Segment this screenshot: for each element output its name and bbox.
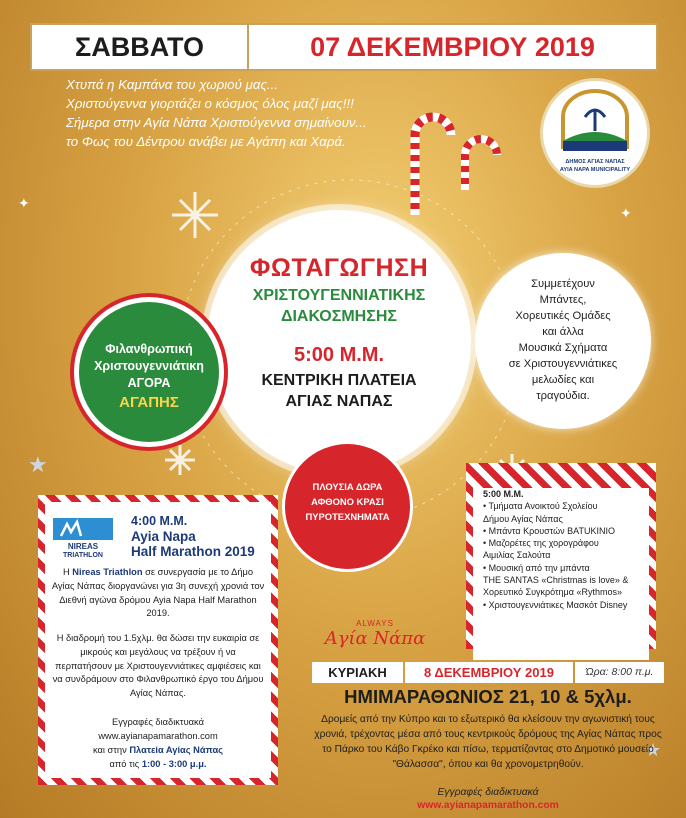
municipality-logo <box>540 78 650 188</box>
registration-label: Εγγραφές διαδικτυακά <box>437 787 539 798</box>
registration-place: και στην Πλατεία Αγίας Νάπας <box>92 745 224 755</box>
program-item: • Μπάντα Κρουστών BATUKINIO <box>483 525 615 536</box>
logo-text: ΔΗΜΟΣ ΑΓΙΑΣ ΝΑΠΑΣ <box>565 159 625 165</box>
banner-date: 07 ΔΕΚΕΜΒΡΙΟΥ 2019 <box>310 32 595 62</box>
charity-line: ΑΓΟΡΑ <box>127 376 171 390</box>
participants-line: Μπάντες, <box>539 294 587 306</box>
participants-line: Μουσικά Σχήματα <box>518 342 608 354</box>
logo-text: NIREAS <box>67 542 99 551</box>
participants-line: τραγούδια. <box>536 390 590 402</box>
registration-link[interactable]: www.ayianapamarathon.com <box>417 800 559 811</box>
charity-line: ΑΓΑΠΗΣ <box>119 394 179 411</box>
always-ayia-napa-logo <box>320 619 430 649</box>
participants-line: και άλλα <box>542 326 584 338</box>
charity-market-circle <box>79 302 219 442</box>
program-item: Αιμιλίας Σαλούτα <box>483 550 551 561</box>
program-box <box>466 463 656 649</box>
intro-line: Σήμερα στην Αγία Νάπα Χριστούγεννα σημαίνουν... <box>66 115 367 130</box>
half-marathon-title: ΗΜΙΜΑΡΑΘΩΝΙΟΣ 21, 10 & 5χλμ. <box>344 686 632 707</box>
always-text: ALWAYS <box>356 619 394 628</box>
gifts-line: ΠΥΡΟΤΕΧΝΗΜΑΤΑ <box>305 511 390 522</box>
gifts-circle <box>285 444 410 569</box>
charity-line: Φιλανθρωπική <box>105 342 193 356</box>
half-marathon-time: 4:00 Μ.Μ. <box>131 514 188 528</box>
program-item: • Μαζορέτες της χορογράφου <box>483 538 599 549</box>
program-time: 5:00 Μ.Μ. <box>483 489 524 499</box>
sunday-time: Ώρα: 8:00 π.μ. <box>575 662 664 683</box>
gifts-line: ΠΛΟΥΣΙΑ ΔΩΡΑ <box>312 481 383 492</box>
participants-circle <box>475 253 651 429</box>
registration-time: από τις 1:00 - 3:00 μ.μ. <box>109 759 207 769</box>
event-time: 5:00 Μ.Μ. <box>293 344 385 366</box>
participants-line: σε Χριστουγεννιάτικες <box>508 358 618 370</box>
intro-line: Χτυπά η Καμπάνα του χωριού μας... <box>66 77 278 92</box>
half-marathon-name: Half Marathon 2019 <box>131 544 255 559</box>
event-place: ΑΓΙΑΣ ΝΑΠΑΣ <box>285 393 393 410</box>
registration-label: Εγγραφές διαδικτυακά <box>112 717 204 727</box>
ayia-napa-script: Αγία Νάπα <box>324 628 426 649</box>
fountain-icon <box>557 89 633 155</box>
half-marathon-p2: Η διαδρομή του 1.5χλμ. θα δώσει την ευκαιρία σε μικρούς και μεγάλους να τρέξουν ή να περπατήσουν με Χριστουγεννιάτικες αμφιέσεις και να συνδράμουν στο Φιλανθρωπικό έργο του Δήμου Αγίας Νάπας. <box>52 633 264 699</box>
charity-line: Χριστουγεννιάτικη <box>94 359 204 373</box>
program-item: Χορευτικό Συγκρότημα «Rythmos» <box>483 587 622 598</box>
main-event-circle <box>207 210 471 474</box>
half-marathon-p1: Η Nireas Triathlon σε συνεργασία με το Δήμο Αγίας Νάπας διοργανώνει για 3η συνεχή χρονιά τον Διεθνή αγώνα δρόμου Ayia Napa Half Marathon 2019. <box>51 567 265 619</box>
logo-text: AYIA NAPA MUNICIPALITY <box>559 167 631 173</box>
intro-line: το Φως του Δέντρου ανάβει με Αγάπη και Χαρά. <box>66 134 346 149</box>
half-marathon-header <box>131 514 255 559</box>
half-marathon-name: Ayia Napa <box>131 529 196 544</box>
program-item: • Τμήματα Ανοικτού Σχολείου <box>483 501 598 512</box>
registration-link[interactable]: www.ayianapamarathon.com <box>98 731 218 741</box>
date-banner <box>30 23 658 71</box>
event-title: ΦΩΤΑΓΩΓΗΣΗ <box>249 254 429 282</box>
participants-line: Χορευτικές Ομάδες <box>515 310 611 322</box>
event-place: ΚΕΝΤΡΙΚΗ ΠΛΑΤΕΙΑ <box>261 372 417 389</box>
event-subtitle: ΧΡΙΣΤΟΥΓΕΝΝΙΑΤΙΚΗΣ <box>252 287 426 304</box>
program-item: • Χριστουγεννιάτικες Μασκότ Disney <box>483 599 628 610</box>
star-icon: ✦ <box>18 195 30 211</box>
participants-line: μελωδίες και <box>531 374 595 386</box>
half-marathon-box <box>38 495 278 785</box>
logo-text: TRIATHLON <box>63 552 103 558</box>
star-icon: ★ <box>645 740 662 760</box>
sunday-date: 8 ΔΕΚΕΜΒΡΙΟΥ 2019 <box>405 662 573 683</box>
program-item: THE SANTAS «Christmas is love» & <box>483 575 629 586</box>
half-marathon-description: Δρομείς από την Κύπρο και το εξωτερικό θα κλείσουν την αγωνιστική τους χρονιά, τρέχοντας μέσα από τους κεντρικούς δρόμους της Αγίας Νάπας προς το Πάρκο του Κάβο Γκρέκο και πίσω, τερματίζοντας στο Δημοτικό μουσείο "Θάλασσα", όπου και θα χρονομετρηθούν. <box>314 714 662 770</box>
program-item: Δήμου Αγίας Νάπας <box>483 513 563 524</box>
sunday-banner <box>312 662 664 683</box>
sunday-day: ΚΥΡΙΑΚΗ <box>312 662 403 683</box>
program-item: • Μουσική από την μπάντα <box>483 562 590 573</box>
gifts-line: ΑΦΘΟΝΟ ΚΡΑΣΙ <box>311 496 384 507</box>
nireas-triathlon-logo <box>53 518 113 558</box>
intro-line: Χριστούγεννα γιορτάζει ο κόσμος όλος μαζί μας!!! <box>66 96 354 111</box>
star-icon: ✦ <box>620 205 632 221</box>
participants-line: Συμμετέχουν <box>531 278 595 290</box>
banner-day: ΣΑΒΒΑΤΟ <box>32 25 249 69</box>
intro-text <box>66 75 486 151</box>
star-icon: ★ <box>28 452 48 477</box>
sunday-registration <box>312 786 664 812</box>
event-subtitle: ΔΙΑΚΟΣΜΗΣΗΣ <box>280 308 397 325</box>
